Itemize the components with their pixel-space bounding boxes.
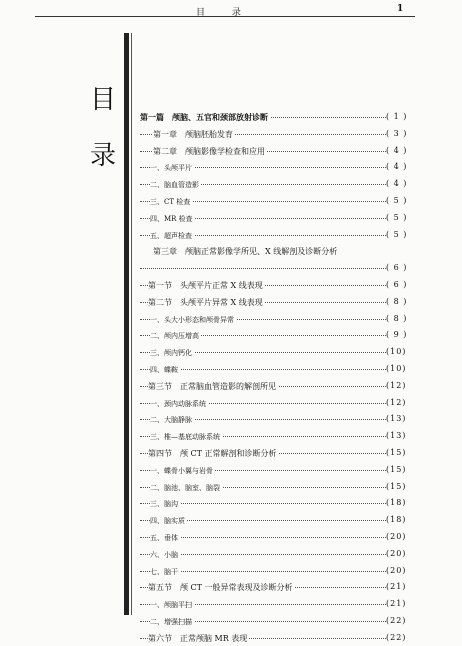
toc-entry-page: (15) [386, 447, 407, 457]
toc-entry-title: 五、超声检查 [150, 231, 192, 240]
toc-entry [140, 360, 416, 377]
toc-entry [140, 310, 416, 327]
toc-entry-title: 第五节 颅 CT 一般异常表现及诊断分析 [148, 583, 293, 593]
toc-entry [140, 192, 416, 209]
toc-entry-page: (13) [386, 414, 407, 424]
toc-entry [140, 545, 416, 562]
toc-entry-page: (22) [386, 615, 407, 625]
toc-entry-page: (18) [386, 498, 407, 508]
running-header [0, 0, 462, 20]
toc-entry-title: 二、脑池、脑室、脑裂 [150, 483, 220, 492]
toc-entry [140, 478, 416, 495]
toc-entry-page: ( 5 ) [386, 212, 408, 222]
toc-entry-title: 三、CT 检查 [150, 197, 191, 206]
toc-entry [140, 142, 416, 159]
toc-entry [140, 494, 416, 511]
header-page-number: 1 [397, 4, 404, 14]
toc-entry-title: 三、脑沟 [150, 500, 178, 509]
toc-entry [140, 377, 416, 394]
toc-entry-page: ( 8 ) [386, 313, 408, 323]
toc-entry [140, 427, 416, 444]
vertical-rule-thin [131, 33, 132, 615]
toc-entry-title: 一、头颅平片 [150, 164, 192, 173]
toc-entry-page: ( 5 ) [386, 229, 408, 239]
toc-entry-page: (10) [386, 347, 407, 357]
toc-entry [140, 326, 416, 343]
side-title [88, 72, 118, 184]
toc-entry [140, 595, 416, 612]
toc-entry-title: 第一节 头颅平片正常 X 线表现 [148, 280, 263, 290]
toc-entry-page: (10) [386, 363, 407, 373]
toc-entry [140, 562, 416, 579]
toc-entry-title: 一、颈内动脉系统 [150, 399, 206, 408]
toc-entry-page: (12) [386, 397, 407, 407]
toc-entry-title: 第四节 颅 CT 正常解剖和诊断分析 [148, 448, 277, 458]
toc-entry-page: (13) [386, 431, 407, 441]
toc-entry-page: ( 4 ) [386, 179, 408, 189]
toc-entry [140, 410, 416, 427]
toc-entry-page: ( 6 ) [386, 263, 408, 273]
toc-entry-page: (15) [386, 481, 407, 491]
toc-entry-page: ( 9 ) [386, 330, 408, 340]
toc-entry [140, 612, 416, 629]
toc-entry-title: 第三章 颅脑正常影像学所见、X 线解剖及诊断分析 [153, 247, 338, 257]
toc-entry-title: 一、蝶骨小翼与岩骨 [150, 466, 213, 475]
toc-entry-page: (21) [386, 599, 407, 609]
side-title-char: 录 [89, 141, 116, 171]
toc-entry [140, 175, 416, 192]
table-of-contents [140, 108, 416, 646]
toc-entry-page: (22) [386, 632, 407, 642]
toc-entry-page: ( 5 ) [386, 195, 408, 205]
toc-entry [140, 209, 416, 226]
toc-entry-page: (18) [386, 515, 407, 525]
toc-entry-page: (21) [386, 582, 407, 592]
toc-entry-title: 三、椎—基底动脉系统 [150, 433, 220, 442]
toc-entry [140, 461, 416, 478]
toc-entry-title: 四、脑实质 [150, 517, 185, 526]
toc-entry [140, 242, 416, 259]
toc-leader-dots [140, 268, 386, 269]
side-title-char: 目 [89, 85, 116, 115]
toc-entry [140, 629, 416, 646]
toc-entry-title: 二、脑血管造影 [150, 181, 199, 190]
toc-entry [140, 444, 416, 461]
toc-entry [140, 293, 416, 310]
header-title: 目 录 [196, 8, 253, 18]
toc-entry-title: 四、MR 检查 [150, 214, 193, 223]
toc-entry-page: (20) [386, 565, 407, 575]
toc-entry-page: ( 4 ) [386, 145, 408, 155]
toc-entry-title: 第六节 正常颅脑 MR 表现 [148, 633, 248, 643]
toc-entry [140, 276, 416, 293]
toc-entry-page: (12) [386, 380, 407, 390]
toc-entry-title: 第二章 颅脑影像学检查和应用 [153, 146, 265, 156]
toc-entry [140, 259, 416, 276]
toc-entry-title: 一、头大小形态和颅骨异常 [150, 315, 234, 324]
vertical-rule-thick [124, 33, 129, 615]
toc-entry-title: 二、增强扫描 [150, 617, 192, 626]
toc-entry-title: 一、颅脑平扫 [150, 601, 192, 610]
toc-entry-title: 二、大脑静脉 [150, 416, 192, 425]
toc-entry-title: 四、蝶鞍 [150, 365, 178, 374]
toc-entry-page: (15) [386, 464, 407, 474]
toc-entry-page: ( 3 ) [386, 128, 408, 138]
toc-entry-page: ( 6 ) [386, 279, 408, 289]
toc-entry [140, 511, 416, 528]
toc-entry [140, 394, 416, 411]
toc-entry-title: 第一章 颅脑胚胎发育 [153, 129, 233, 139]
toc-entry [140, 158, 416, 175]
toc-entry [140, 343, 416, 360]
toc-entry-page: ( 1 ) [386, 112, 408, 121]
toc-entry-title: 七、脑干 [150, 567, 178, 576]
toc-entry-page: ( 4 ) [386, 162, 408, 172]
toc-entry-title: 第一篇 颅脑、五官和颈部放射诊断 [140, 112, 268, 122]
toc-entry [140, 578, 416, 595]
toc-entry-page: ( 8 ) [386, 296, 408, 306]
header-rule [35, 16, 415, 17]
toc-entry [140, 226, 416, 243]
toc-entry-page: (20) [386, 531, 407, 541]
toc-entry-title: 第二节 头颅平片异常 X 线表现 [148, 297, 263, 307]
toc-entry-title: 五、垂体 [150, 533, 178, 542]
toc-entry [140, 528, 416, 545]
toc-entry [140, 125, 416, 142]
toc-entry-title: 第三节 正常脑血管造影的解剖所见 [148, 381, 276, 391]
toc-entry-page: (20) [386, 548, 407, 558]
toc-entry-title: 二、颅内压增高 [150, 332, 199, 341]
toc-entry-title: 六、小脑 [150, 550, 178, 559]
toc-entry-title: 三、颅内钙化 [150, 349, 192, 358]
toc-entry [140, 108, 416, 125]
